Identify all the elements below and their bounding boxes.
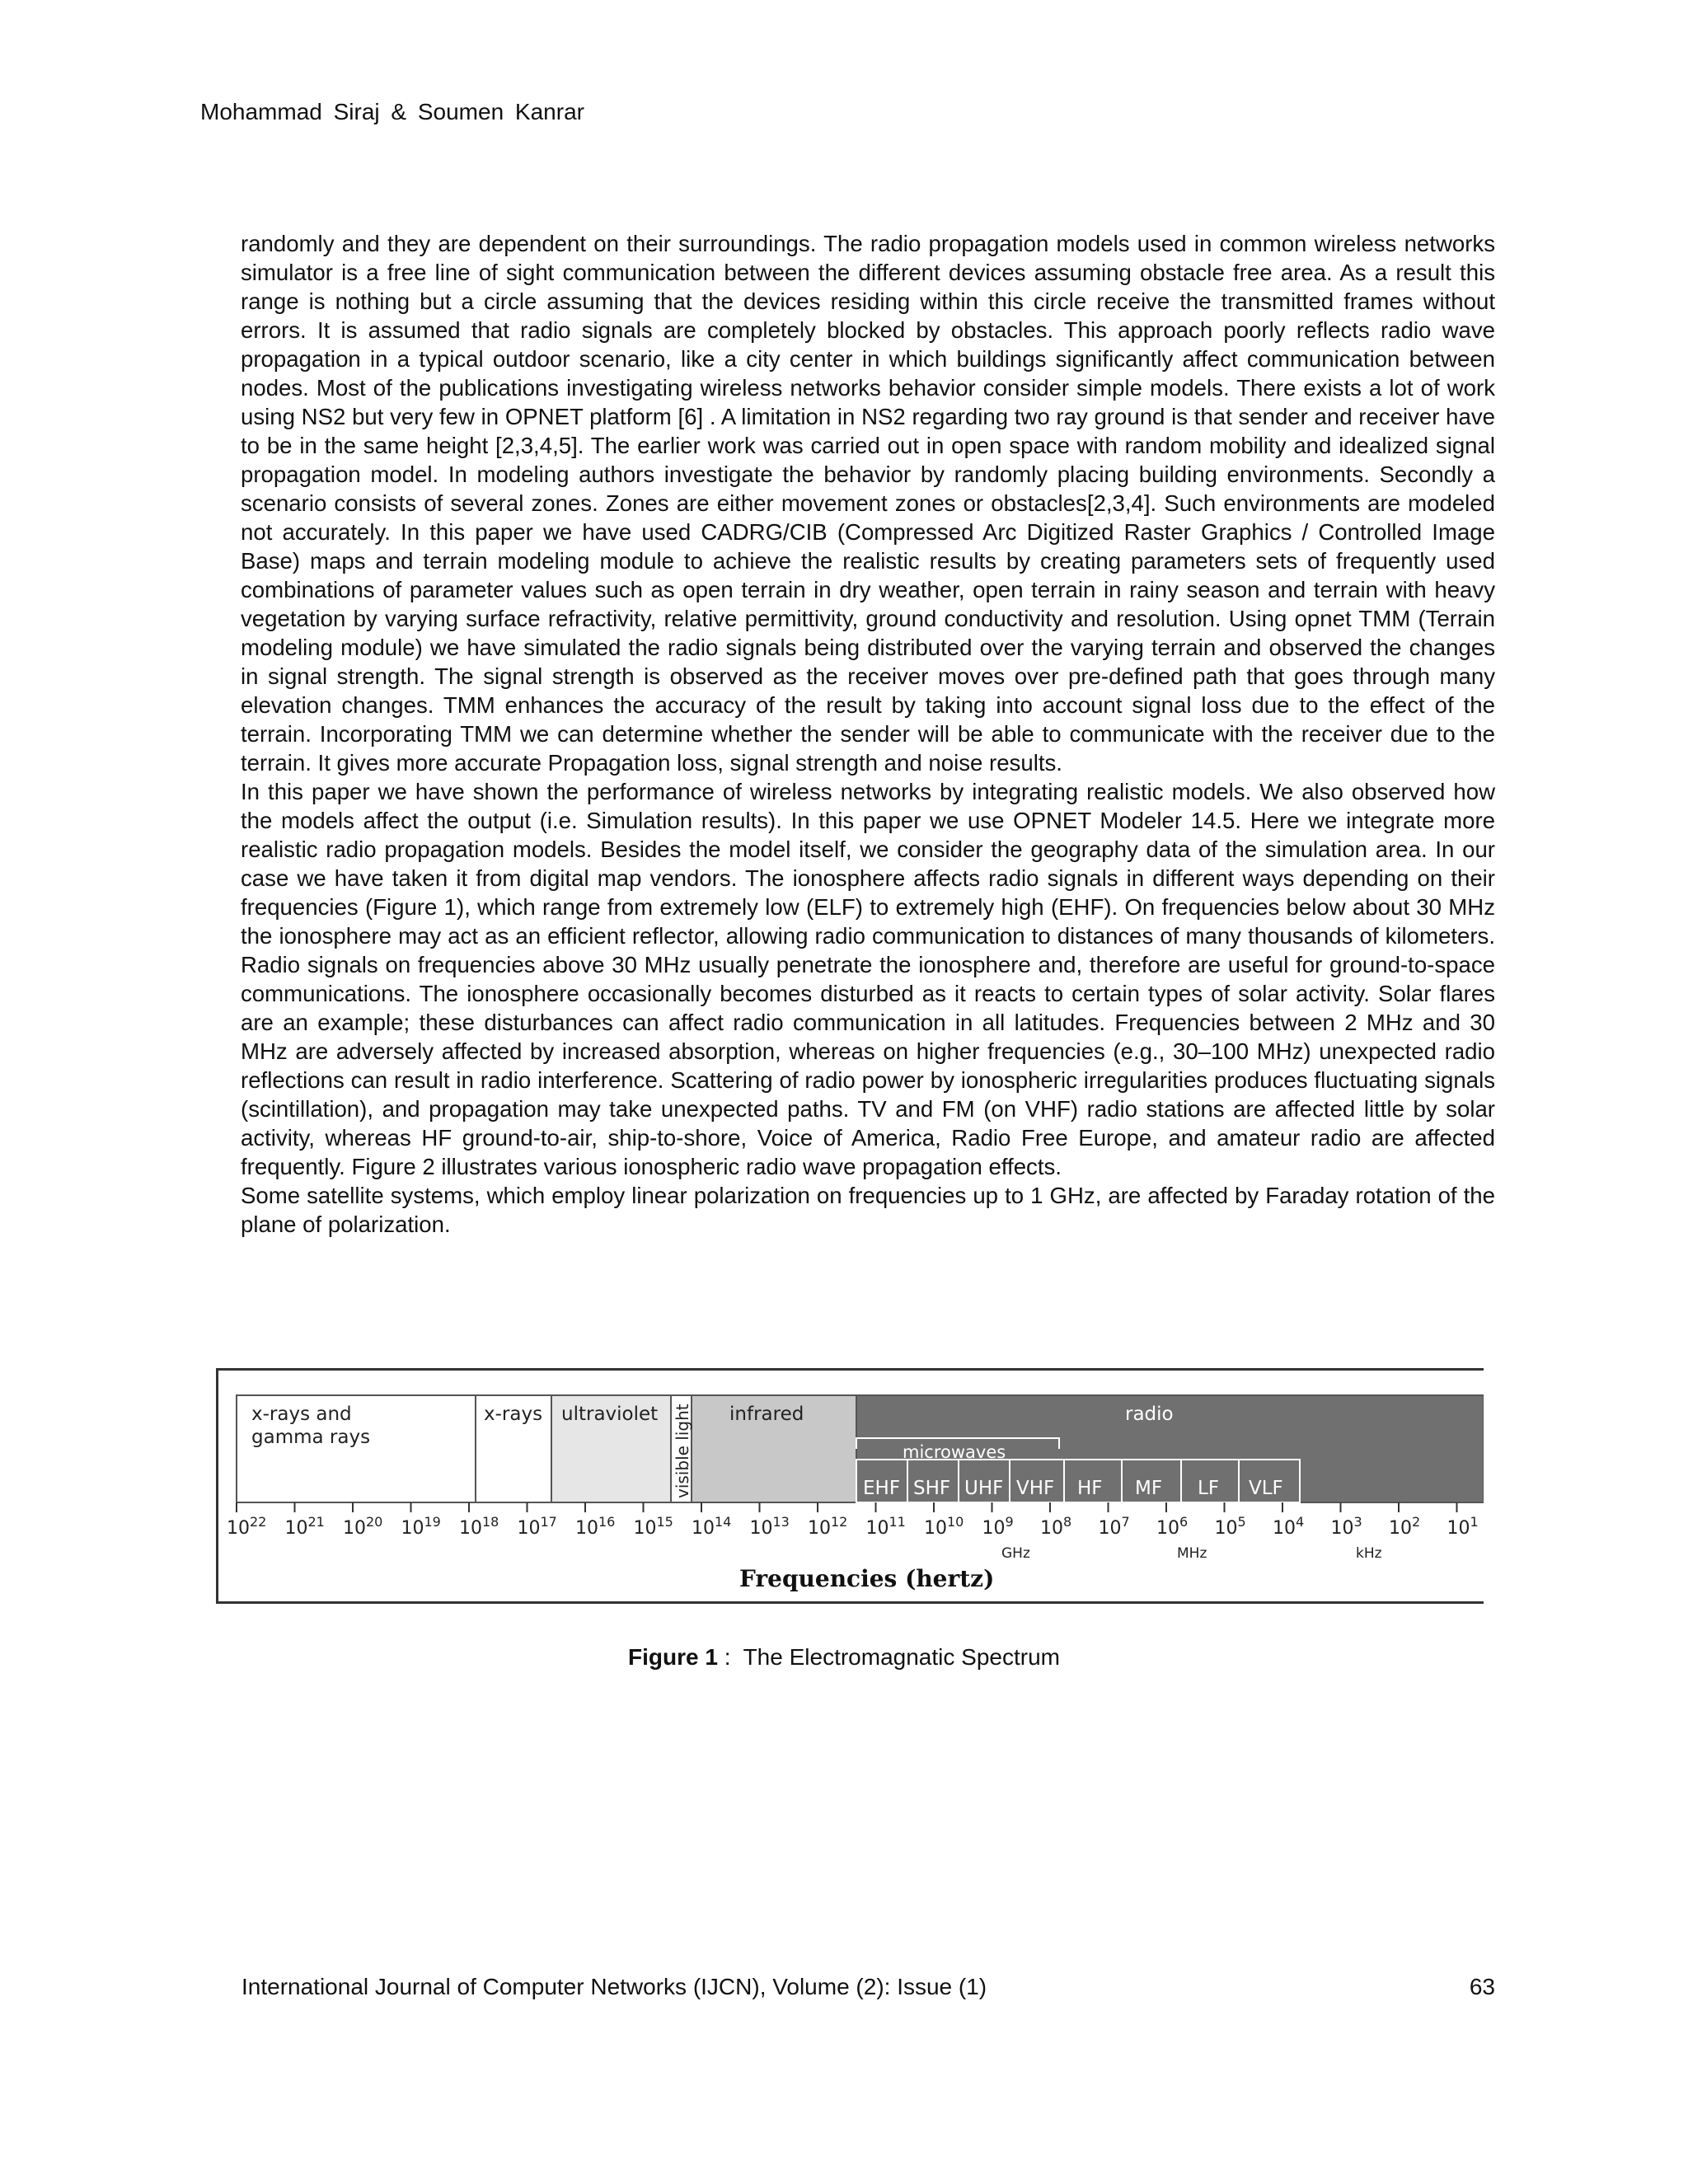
tick-label: $10^2$ <box>1389 1514 1421 1539</box>
band-label-xrays: x-rays <box>484 1404 543 1425</box>
subband-hf: HF <box>1077 1478 1103 1499</box>
subband-mf: MF <box>1135 1478 1163 1499</box>
caption-separator: : <box>717 1644 743 1670</box>
tick-label: $10^{14}$ <box>692 1514 732 1539</box>
caption-label: Figure 1 <box>628 1644 718 1670</box>
band-label-radio: radio <box>1125 1404 1174 1425</box>
tick-label: $10^7$ <box>1098 1514 1130 1539</box>
axis-title: Frequencies (hertz) <box>739 1565 995 1592</box>
paragraph: randomly and they are dependent on their surroundings. The radio propagation models used in common wireless networks simulator is a free line of sight communication between the different devices assuming obstacle free area. As a result this range is nothing but a circle assuming that the devices residing within this circle receive the transmitted frames without errors. It is assumed that radio signals are completely blocked by obstacles. This approach poorly reflects radio wave propagation in a typical outdoor scenario, like a city center in which buildings significantly affect communication between nodes. Most of the publications investigating wireless networks behavior consider simple models. There exists a lot of work using NS2 but very few in OPNET platform [6] . A limitation in NS2 regarding two ray ground is that sender and receiver have to be in the same height [2,3,4,5]. The earlier work was carried out in open space with random mobility and idealized signal propagation model. In modeling authors investigate the behavior by randomly placing building environments. Secondly a scenario consists of several zones. Zones are either movement zones or obstacles[2,3,4]. Such environments are modeled not accurately. In this paper we have used CADRG/CIB (Compressed Arc Digitized Raster Graphics / Controlled Image Base) maps and terrain modeling module to achieve the realistic results by creating parameters sets of frequently used combinations of parameter values such as open terrain in dry weather, open terrain in rainy season and terrain with heavy vegetation by varying surface refractivity, relative permittivity, ground conductivity and resolution. Using opnet TMM (Terrain modeling module) we have simulated the radio signals being distributed over the varying terrain and observed the changes in signal strength. The signal strength is observed as the receiver moves over pre-defined path that goes through many elevation changes. TMM enhances the accuracy of the result by taking into account signal loss due to the effect of the terrain. Incorporating TMM we can determine whether the sender will be able to communicate with the receiver due to the terrain. It gives more accurate Propagation loss, signal strength and noise results. <box>241 231 1495 776</box>
tick-label: $10^1$ <box>1447 1514 1479 1539</box>
band-label-ultraviolet: ultraviolet <box>561 1404 659 1425</box>
subband-vhf: VHF <box>1016 1478 1055 1499</box>
tick-label: $10^{19}$ <box>401 1514 441 1539</box>
tick-label: $10^9$ <box>982 1514 1014 1539</box>
band-label-visible: visible light <box>673 1404 692 1498</box>
subband-uhf: UHF <box>964 1478 1004 1499</box>
band-label-infrared: infrared <box>729 1404 804 1425</box>
tick-label: $10^{11}$ <box>865 1514 906 1539</box>
tick-label: $10^{12}$ <box>808 1514 848 1539</box>
body-text <box>241 229 1495 1239</box>
tick-label: $10^{15}$ <box>633 1514 673 1539</box>
frequency-axis <box>227 1502 1479 1539</box>
paragraph: Some satellite systems, which employ linear polarization on frequencies up to 1 GHz, are affected by Faraday rotation of the plane of polarization. <box>241 1183 1495 1237</box>
spectrum-diagram <box>218 1371 1484 1601</box>
tick-label: $10^3$ <box>1330 1514 1362 1539</box>
microwaves-label: microwaves <box>903 1442 1006 1462</box>
tick-label: $10^{20}$ <box>343 1514 383 1539</box>
tick-label: $10^8$ <box>1040 1514 1072 1539</box>
tick-label: $10^4$ <box>1273 1514 1305 1539</box>
tick-label: $10^{17}$ <box>517 1514 557 1539</box>
journal-footer: International Journal of Computer Networks (IJCN), Volume (2): Issue (1) <box>241 1974 987 1999</box>
unit-ghz: GHz <box>1001 1545 1030 1562</box>
tick-label: $10^{18}$ <box>459 1514 499 1539</box>
unit-mhz: MHz <box>1177 1545 1207 1562</box>
tick-label: $10^6$ <box>1156 1514 1189 1539</box>
tick-label: $10^{13}$ <box>749 1514 790 1539</box>
tick-label: $10^{16}$ <box>575 1514 616 1539</box>
spectrum-figure <box>216 1368 1484 1604</box>
caption-text: The Electromagnatic Spectrum <box>743 1644 1060 1670</box>
tick-label: $10^{10}$ <box>924 1514 964 1539</box>
paragraph: In this paper we have shown the performance of wireless networks by integrating realistic models. We also observed how the models affect the output (i.e. Simulation results). In this paper we use OPNET Modeler 14.5. Here we integrate more realistic radio propagation models. Besides the model itself, we consider the geography data of the simulation area. In our case we have taken it from digital map vendors. The ionosphere affects radio signals in different ways depending on their frequencies (Figure 1), which range from extremely low (ELF) to extremely high (EHF). On frequencies below about 30 MHz the ionosphere may act as an efficient reflector, allowing radio communication to distances of many thousands of kilometers. Radio signals on frequencies above 30 MHz usually penetrate the ionosphere and, therefore are useful for ground-to-space communications. The ionosphere occasionally becomes disturbed as it reacts to certain types of solar activity. Solar flares are an example; these disturbances can affect radio communication in all latitudes. Frequencies between 2 MHz and 30 MHz are adversely affected by increased absorption, whereas on higher frequencies (e.g., 30–100 MHz) unexpected radio reflections can result in radio interference. Scattering of radio power by ionospheric irregularities produces fluctuating signals (scintillation), and propagation may take unexpected paths. TV and FM (on VHF) radio stations are affected little by solar activity, whereas HF ground-to-air, ship-to-shore, Voice of America, Radio Free Europe, and amateur radio are affected frequently. Figure 2 illustrates various ionospheric radio wave propagation effects. <box>241 779 1495 1179</box>
tick-label: $10^{22}$ <box>227 1514 267 1539</box>
unit-khz: kHz <box>1356 1545 1382 1562</box>
band-label-gamma-1: x-rays and <box>251 1404 352 1425</box>
subband-vlf: VLF <box>1249 1478 1283 1499</box>
running-header: Mohammad Siraj & Soumen Kanrar <box>200 99 584 124</box>
subband-ehf: EHF <box>863 1478 901 1499</box>
tick-label: $10^5$ <box>1214 1514 1246 1539</box>
tick-label: $10^{21}$ <box>284 1514 325 1539</box>
figure-caption <box>0 1644 1688 1671</box>
band-label-gamma-2: gamma rays <box>251 1427 371 1448</box>
subband-lf: LF <box>1198 1478 1220 1499</box>
subband-shf: SHF <box>913 1478 951 1499</box>
page-number: 63 <box>1469 1974 1495 1999</box>
